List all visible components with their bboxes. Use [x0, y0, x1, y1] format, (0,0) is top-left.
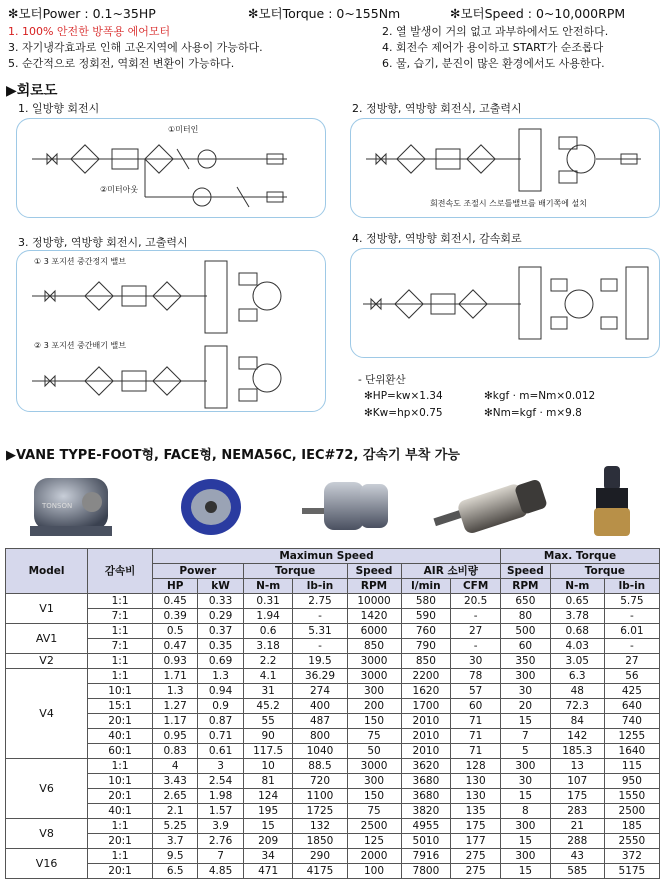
table-cell: 1:1	[88, 669, 153, 684]
table-cell: 790	[401, 639, 451, 654]
table-cell: 2550	[604, 834, 659, 849]
header-max-speed: Maximun Speed	[152, 549, 500, 564]
table-cell: 4955	[401, 819, 451, 834]
table-cell: 300	[347, 684, 401, 699]
table-row	[6, 789, 660, 804]
table-row	[6, 624, 660, 639]
table-cell: 78	[451, 669, 501, 684]
table-cell: 132	[293, 819, 347, 834]
meter-in-label: ①미터인	[168, 125, 199, 134]
table-cell: 1850	[293, 834, 347, 849]
table-cell: 130	[451, 774, 501, 789]
table-row	[6, 759, 660, 774]
header-speed-2: Speed	[501, 564, 551, 579]
table-cell: 80	[501, 609, 551, 624]
feature-2: 2. 열 발생이 거의 없고 과부하에서도 안전하다.	[382, 25, 609, 38]
conversion-item: ✻HP=kw×1.34	[364, 390, 443, 402]
feature-5: 5. 순간적으로 정회전, 역회전 변환이 가능하다.	[8, 57, 235, 70]
table-cell: 400	[293, 699, 347, 714]
table-row	[6, 729, 660, 744]
table-cell: 3.78	[550, 609, 604, 624]
table-cell: 300	[501, 669, 551, 684]
table-cell: 0.68	[550, 624, 604, 639]
table-cell: 20.5	[451, 594, 501, 609]
table-cell: 1.94	[243, 609, 293, 624]
table-cell: 950	[604, 774, 659, 789]
table-cell: 185	[604, 819, 659, 834]
table-row	[6, 609, 660, 624]
table-cell: 7800	[401, 864, 451, 879]
table-cell: 1:1	[88, 849, 153, 864]
table-cell: 20	[501, 699, 551, 714]
table-cell: 200	[347, 699, 401, 714]
unit-rpm-2: RPM	[501, 579, 551, 594]
table-cell: 3	[198, 759, 243, 774]
table-cell: 288	[550, 834, 604, 849]
header-max-torque: Max. Torque	[501, 549, 660, 564]
table-cell: 195	[243, 804, 293, 819]
table-cell: 7	[198, 849, 243, 864]
diagram-3-title: 3. 정방향, 역방향 회전시, 고출력시	[18, 236, 188, 249]
table-cell: 43	[550, 849, 604, 864]
table-cell: 45.2	[243, 699, 293, 714]
table-cell: 30	[501, 684, 551, 699]
diagram-3-sub1: ① 3 포지션 중간정지 밸브	[34, 257, 126, 266]
unit-cfm: CFM	[451, 579, 501, 594]
table-cell: 2.76	[198, 834, 243, 849]
table-cell: 2.75	[293, 594, 347, 609]
table-cell: 2.1	[152, 804, 197, 819]
table-cell: 30	[451, 654, 501, 669]
table-cell: 3.18	[243, 639, 293, 654]
spec-power: ✻모터Power : 0.1~35HP	[8, 6, 156, 21]
unit-lbin: lb-in	[293, 579, 347, 594]
table-cell: 720	[293, 774, 347, 789]
unit-rpm: RPM	[347, 579, 401, 594]
table-cell: 5.75	[604, 594, 659, 609]
table-cell: 20:1	[88, 714, 153, 729]
table-cell: 88.5	[293, 759, 347, 774]
table-cell: 130	[451, 789, 501, 804]
table-cell: 31	[243, 684, 293, 699]
table-cell: 2.54	[198, 774, 243, 789]
product-photo-face	[176, 476, 246, 538]
table-cell: 471	[243, 864, 293, 879]
table-cell: -	[293, 639, 347, 654]
header-air: AIR 소비량	[401, 564, 500, 579]
unit-kw: kW	[198, 579, 243, 594]
table-cell: 36.29	[293, 669, 347, 684]
table-cell: 19.5	[293, 654, 347, 669]
vane-type-title: ▶VANE TYPE-FOOT형, FACE형, NEMA56C, IEC#72, 감속기 부착 가능	[6, 448, 460, 463]
conversion-item: ✻Nm=kgf · m×9.8	[484, 407, 582, 419]
table-row	[6, 639, 660, 654]
model-cell: V4	[6, 669, 88, 759]
table-cell: 1725	[293, 804, 347, 819]
table-cell: 6.3	[550, 669, 604, 684]
unit-nm-2: N-m	[550, 579, 604, 594]
table-cell: 5175	[604, 864, 659, 879]
header-ratio: 감속비	[88, 549, 153, 594]
table-cell: 3000	[347, 759, 401, 774]
table-cell: 15	[501, 714, 551, 729]
table-cell: 3680	[401, 789, 451, 804]
table-row	[6, 774, 660, 789]
table-cell: 800	[293, 729, 347, 744]
diagram-1-title: 1. 일방향 회전시	[18, 102, 100, 115]
table-cell: 0.37	[198, 624, 243, 639]
table-cell: 2500	[347, 819, 401, 834]
header-torque: Torque	[243, 564, 347, 579]
table-cell: 10:1	[88, 774, 153, 789]
diagram-2-title: 2. 정방향, 역방향 회전식, 고출력시	[352, 102, 522, 115]
table-cell: 0.87	[198, 714, 243, 729]
table-row	[6, 834, 660, 849]
table-cell: 9.5	[152, 849, 197, 864]
table-cell: 60	[501, 639, 551, 654]
table-cell: 7:1	[88, 639, 153, 654]
table-cell: 0.9	[198, 699, 243, 714]
product-photo-iec	[430, 474, 550, 538]
table-cell: 0.65	[550, 594, 604, 609]
table-cell: 6.5	[152, 864, 197, 879]
product-photo-nema	[294, 470, 394, 542]
table-cell: 740	[604, 714, 659, 729]
table-cell: 209	[243, 834, 293, 849]
table-cell: 0.83	[152, 744, 197, 759]
table-cell: 1:1	[88, 819, 153, 834]
table-cell: 300	[347, 774, 401, 789]
table-cell: 107	[550, 774, 604, 789]
header-model: Model	[6, 549, 88, 594]
table-cell: 4175	[293, 864, 347, 879]
table-cell: 0.71	[198, 729, 243, 744]
table-cell: 0.35	[198, 639, 243, 654]
table-cell: 10000	[347, 594, 401, 609]
table-cell: -	[451, 639, 501, 654]
table-cell: 3000	[347, 654, 401, 669]
table-cell: 3.7	[152, 834, 197, 849]
spec-torque: ✻모터Torque : 0~155Nm	[248, 6, 401, 21]
table-cell: 27	[451, 624, 501, 639]
table-cell: 0.31	[243, 594, 293, 609]
table-cell: 30	[501, 774, 551, 789]
table-cell: 13	[550, 759, 604, 774]
table-cell: 1.98	[198, 789, 243, 804]
table-cell: -	[604, 609, 659, 624]
table-cell: 1100	[293, 789, 347, 804]
table-cell: 1040	[293, 744, 347, 759]
table-cell: 300	[501, 849, 551, 864]
table-cell: 72.3	[550, 699, 604, 714]
table-cell: 0.95	[152, 729, 197, 744]
table-cell: 275	[451, 849, 501, 864]
table-cell: 850	[401, 654, 451, 669]
table-cell: 15:1	[88, 699, 153, 714]
table-cell: 0.6	[243, 624, 293, 639]
table-cell: 4.1	[243, 669, 293, 684]
table-cell: 5	[501, 744, 551, 759]
table-cell: 71	[451, 744, 501, 759]
table-cell: 175	[550, 789, 604, 804]
table-cell: 27	[604, 654, 659, 669]
table-cell: 650	[501, 594, 551, 609]
table-cell: 115	[604, 759, 659, 774]
table-cell: 117.5	[243, 744, 293, 759]
table-cell: 1.3	[152, 684, 197, 699]
table-cell: 40:1	[88, 804, 153, 819]
unit-hp: HP	[152, 579, 197, 594]
table-cell: 5.25	[152, 819, 197, 834]
table-cell: 5.31	[293, 624, 347, 639]
table-cell: 124	[243, 789, 293, 804]
table-cell: 135	[451, 804, 501, 819]
table-cell: 487	[293, 714, 347, 729]
table-cell: 1.3	[198, 669, 243, 684]
table-cell: 90	[243, 729, 293, 744]
table-cell: 2500	[604, 804, 659, 819]
table-cell: 0.61	[198, 744, 243, 759]
product-photo-foot	[26, 468, 116, 540]
spec-speed: ✻모터Speed : 0~10,000RPM	[450, 6, 626, 21]
table-cell: 5010	[401, 834, 451, 849]
circuit-diagram-4	[351, 249, 659, 357]
table-cell: 1.71	[152, 669, 197, 684]
table-row	[6, 714, 660, 729]
table-cell: 175	[451, 819, 501, 834]
table-cell: 71	[451, 714, 501, 729]
circuit-diagram-3	[17, 251, 325, 411]
table-cell: 6000	[347, 624, 401, 639]
unit-lmin: l/min	[401, 579, 451, 594]
header-torque-2: Torque	[550, 564, 659, 579]
table-row	[6, 744, 660, 759]
table-cell: 3820	[401, 804, 451, 819]
table-cell: 580	[401, 594, 451, 609]
table-cell: 283	[550, 804, 604, 819]
table-cell: 3680	[401, 774, 451, 789]
table-cell: 34	[243, 849, 293, 864]
table-cell: 15	[243, 819, 293, 834]
table-cell: 760	[401, 624, 451, 639]
unit-lbin-2: lb-in	[604, 579, 659, 594]
table-cell: 0.94	[198, 684, 243, 699]
feature-4: 4. 회전수 제어가 용이하고 START가 순조롭다	[382, 41, 604, 54]
table-row	[6, 699, 660, 714]
table-cell: 3.05	[550, 654, 604, 669]
table-cell: 0.33	[198, 594, 243, 609]
table-cell: 0.5	[152, 624, 197, 639]
diagram-2-note: 회전속도 조절시 스로틀밸브를 배기쪽에 설치	[430, 199, 588, 208]
table-cell: 585	[550, 864, 604, 879]
model-cell: V1	[6, 594, 88, 624]
table-cell: 20:1	[88, 789, 153, 804]
table-cell: 55	[243, 714, 293, 729]
table-cell: 71	[451, 729, 501, 744]
table-cell: 7:1	[88, 609, 153, 624]
table-cell: 128	[451, 759, 501, 774]
table-cell: 1550	[604, 789, 659, 804]
table-row	[6, 654, 660, 669]
table-cell: 372	[604, 849, 659, 864]
table-cell: 75	[347, 729, 401, 744]
table-cell: 0.69	[198, 654, 243, 669]
table-cell: 56	[604, 669, 659, 684]
table-cell: 4.85	[198, 864, 243, 879]
table-row	[6, 684, 660, 699]
table-cell: 8	[501, 804, 551, 819]
table-row	[6, 864, 660, 879]
diagram-4-title: 4. 정방향, 역방향 회전시, 감속회로	[352, 232, 522, 245]
table-cell: 100	[347, 864, 401, 879]
table-cell: 75	[347, 804, 401, 819]
table-cell: 40:1	[88, 729, 153, 744]
table-cell: 300	[501, 819, 551, 834]
table-cell: 1:1	[88, 594, 153, 609]
table-cell: 48	[550, 684, 604, 699]
feature-6: 6. 물, 습기, 분진이 많은 환경에서도 사용한다.	[382, 57, 605, 70]
model-cell: V8	[6, 819, 88, 849]
table-cell: 1.17	[152, 714, 197, 729]
diagram-3-panel	[16, 250, 326, 412]
table-cell: 300	[501, 759, 551, 774]
table-cell: 275	[451, 864, 501, 879]
table-cell: 125	[347, 834, 401, 849]
table-cell: 425	[604, 684, 659, 699]
spec-table-body	[6, 594, 660, 879]
table-cell: -	[293, 609, 347, 624]
table-cell: 640	[604, 699, 659, 714]
table-cell: 1620	[401, 684, 451, 699]
product-photo-gearbox	[590, 464, 634, 542]
model-cell: AV1	[6, 624, 88, 654]
table-row	[6, 669, 660, 684]
table-cell: 290	[293, 849, 347, 864]
model-cell: V6	[6, 759, 88, 819]
model-cell: V2	[6, 654, 88, 669]
table-cell: 60:1	[88, 744, 153, 759]
table-cell: 1.27	[152, 699, 197, 714]
table-cell: 0.29	[198, 609, 243, 624]
table-cell: 57	[451, 684, 501, 699]
diagram-4-panel	[350, 248, 660, 358]
header-speed: Speed	[347, 564, 401, 579]
header-power: Power	[152, 564, 243, 579]
table-cell: 2000	[347, 849, 401, 864]
table-cell: 84	[550, 714, 604, 729]
table-cell: 185.3	[550, 744, 604, 759]
table-cell: 81	[243, 774, 293, 789]
table-cell: 1.57	[198, 804, 243, 819]
table-cell: 150	[347, 714, 401, 729]
spec-table	[5, 548, 660, 879]
table-cell: 3620	[401, 759, 451, 774]
feature-1: 1. 100% 안전한 방폭용 에어모터	[8, 25, 171, 38]
table-cell: 274	[293, 684, 347, 699]
table-cell: 1:1	[88, 759, 153, 774]
table-cell: 15	[501, 864, 551, 879]
conversion-title: - 단위환산	[358, 374, 406, 386]
table-cell: -	[604, 639, 659, 654]
table-cell: 60	[451, 699, 501, 714]
table-cell: 2010	[401, 729, 451, 744]
unit-nm: N-m	[243, 579, 293, 594]
table-cell: 2.65	[152, 789, 197, 804]
table-cell: 15	[501, 789, 551, 804]
table-cell: 21	[550, 819, 604, 834]
table-cell: 590	[401, 609, 451, 624]
model-cell: V16	[6, 849, 88, 879]
table-cell: 150	[347, 789, 401, 804]
table-cell: 6.01	[604, 624, 659, 639]
product-brand-label: TONSON	[42, 502, 73, 510]
table-cell: 0.39	[152, 609, 197, 624]
table-cell: 0.45	[152, 594, 197, 609]
table-cell: 4.03	[550, 639, 604, 654]
conversion-item: ✻Kw=hp×0.75	[364, 407, 443, 419]
table-cell: 50	[347, 744, 401, 759]
table-cell: 1700	[401, 699, 451, 714]
table-cell: 10	[243, 759, 293, 774]
table-cell: 20:1	[88, 864, 153, 879]
table-cell: 177	[451, 834, 501, 849]
table-cell: 350	[501, 654, 551, 669]
table-cell: 0.93	[152, 654, 197, 669]
table-row	[6, 594, 660, 609]
table-cell: 142	[550, 729, 604, 744]
table-cell: 4	[152, 759, 197, 774]
table-cell: 3000	[347, 669, 401, 684]
table-cell: 850	[347, 639, 401, 654]
diagram-3-sub2: ② 3 포지션 중간배기 밸브	[34, 341, 126, 350]
table-cell: 2010	[401, 714, 451, 729]
table-cell: 2010	[401, 744, 451, 759]
table-row	[6, 849, 660, 864]
table-cell: 10:1	[88, 684, 153, 699]
table-cell: 7	[501, 729, 551, 744]
table-row	[6, 819, 660, 834]
table-cell: 1420	[347, 609, 401, 624]
table-cell: 500	[501, 624, 551, 639]
table-cell: 2200	[401, 669, 451, 684]
table-cell: -	[451, 609, 501, 624]
table-cell: 1:1	[88, 654, 153, 669]
table-cell: 3.43	[152, 774, 197, 789]
table-cell: 1255	[604, 729, 659, 744]
table-cell: 15	[501, 834, 551, 849]
table-row	[6, 804, 660, 819]
table-cell: 20:1	[88, 834, 153, 849]
meter-out-label: ②미터아웃	[100, 185, 139, 194]
table-cell: 1:1	[88, 624, 153, 639]
table-cell: 3.9	[198, 819, 243, 834]
table-cell: 1640	[604, 744, 659, 759]
feature-3: 3. 자기냉각효과로 인해 고온지역에 사용이 가능하다.	[8, 41, 263, 54]
table-cell: 2.2	[243, 654, 293, 669]
table-cell: 7916	[401, 849, 451, 864]
conversion-item: ✻kgf · m=Nm×0.012	[484, 390, 596, 402]
table-cell: 0.47	[152, 639, 197, 654]
circuit-section-title: ▶회로도	[6, 83, 58, 99]
